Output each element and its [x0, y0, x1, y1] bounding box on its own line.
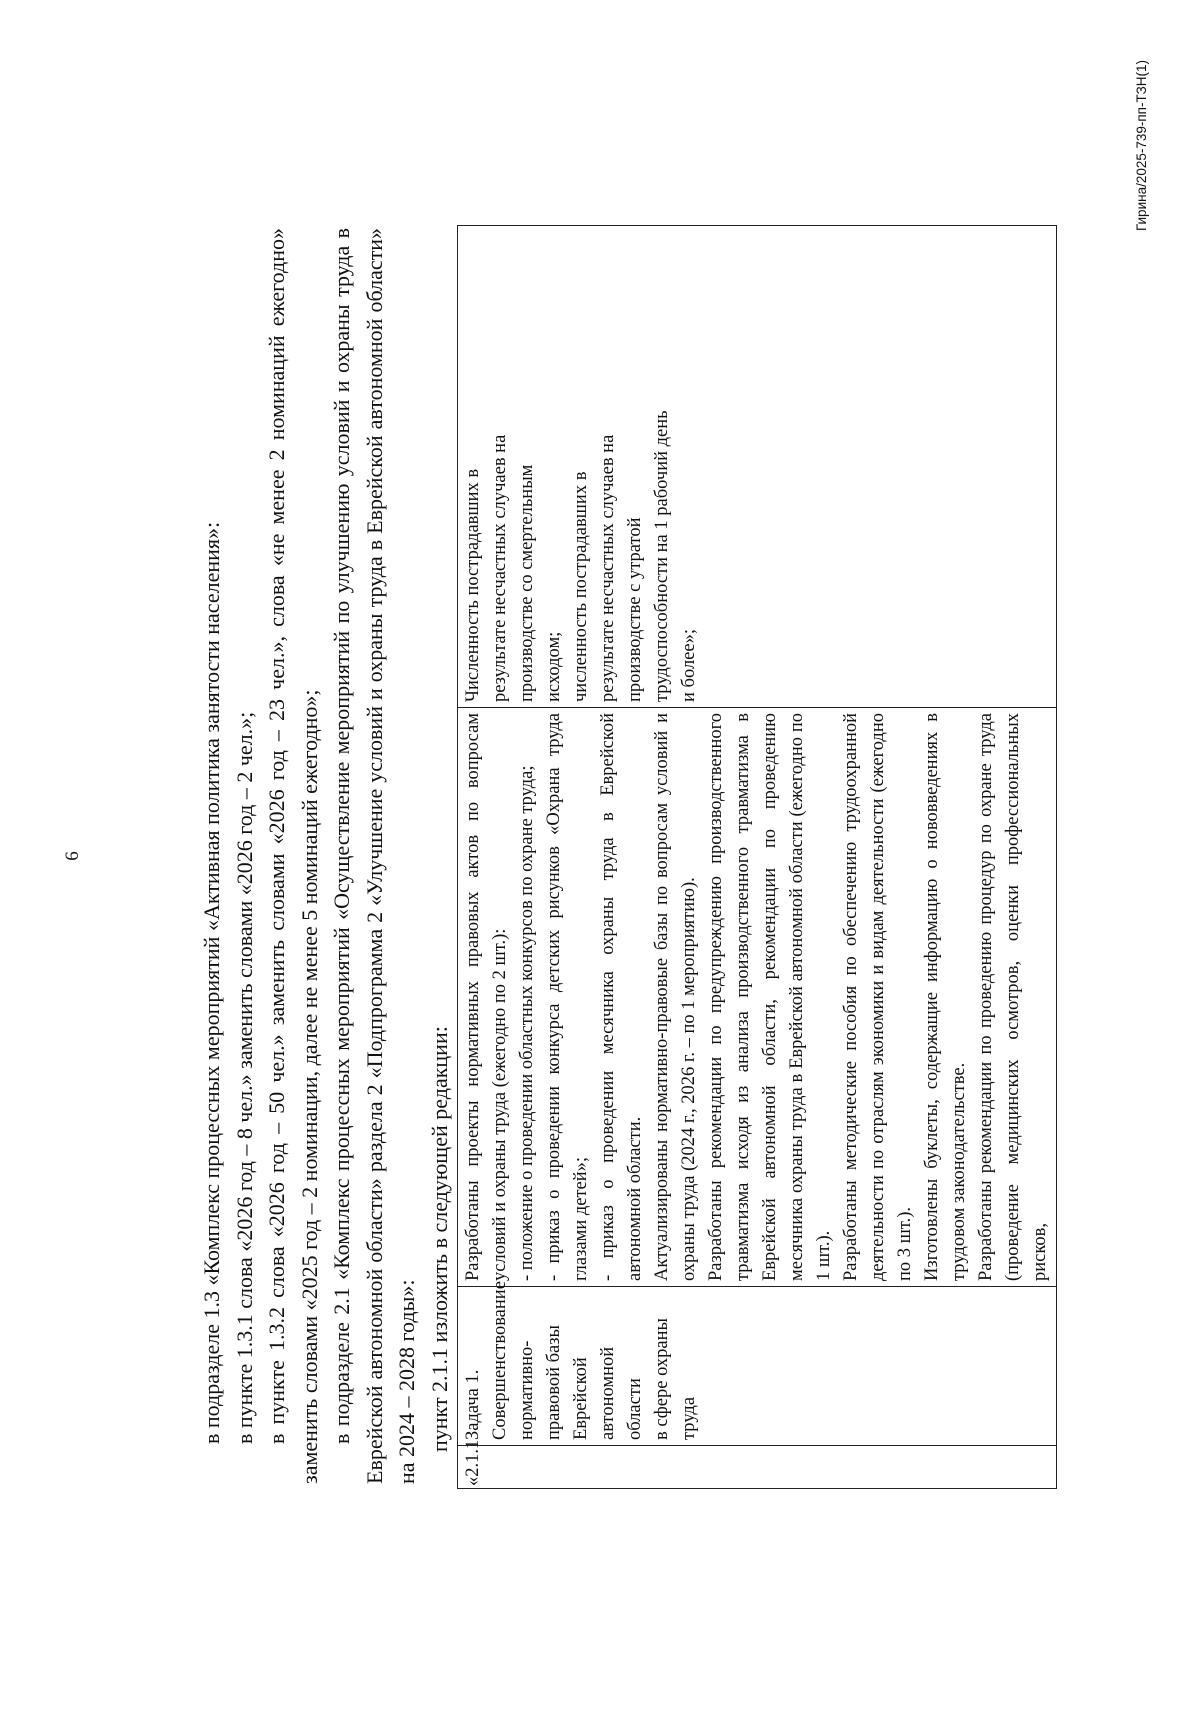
result-item: - приказ о проведении конкурса детских рисунков «Охрана труда глазами детей»;: [544, 713, 591, 1281]
indicator-line: производстве со смертельным: [517, 464, 537, 702]
indicator-line: исходом;: [544, 631, 564, 702]
indicator-line: численность пострадавших в: [571, 471, 591, 702]
task-line: правовой базы: [544, 1325, 564, 1440]
task-line: Задача 1.: [463, 1369, 483, 1440]
result-item: Изготовлены буклеты, содержащие информацию о нововведениях в трудовом законодательстве.: [922, 713, 969, 1281]
task-line: Совершенствование: [490, 1281, 510, 1440]
indicator-line: результате несчастных случаев на: [490, 434, 510, 702]
paragraph-item-1-3-2: в пункте 1.3.2 слова «2026 год – 50 чел.» заменить словами «2026 год – 23 чел.», слова «не менее 2 номинаций ежегодно» заменить словами «2025 год – 2 номинации, далее не менее 5 номинаций ежегодно»;: [264, 228, 322, 1484]
indicator-line: результате несчастных случаев на: [598, 434, 618, 702]
paragraph-item-2-1-1-intro: пункт 2.1.1 изложить в следующей редакции:: [426, 1026, 452, 1452]
indicators-cell: [458, 226, 1057, 708]
task-line: Еврейской: [571, 1357, 591, 1440]
task-line: нормативно-: [517, 1340, 537, 1440]
result-item: Разработаны проекты нормативных правовых актов по вопросам условий и охраны труда (ежегодно по 2 шт.):: [463, 713, 510, 1281]
result-item: Актуализированы нормативно-правовые базы по вопросам условий и охраны труда (2024 г., 2026 г. – по 1 мероприятию).: [652, 713, 699, 1281]
indicator-line: производстве с утратой: [625, 517, 645, 702]
result-item: Разработаны рекомендации по предупреждению производственного травматизма исходя из анализа производственного травматизма в Еврейской автономной области, рекомендации по проведению месячника охраны труда в Еврейской автономной области (ежегодно по 1 шт.).: [706, 713, 834, 1281]
paragraph-item-1-3-1: в пункте 1.3.1 слова «2026 год – 8 чел.» заменить словами «2026 год – 2 чел.»;: [231, 711, 257, 1444]
item-number: «2.1.1: [463, 1439, 483, 1486]
task-cell: [458, 1281, 1057, 1446]
task-line: труда: [679, 1396, 699, 1440]
task-line: в сфере охраны: [652, 1318, 672, 1440]
indicator-line: Численность пострадавших в: [463, 468, 483, 702]
page-number: 6: [62, 851, 83, 861]
result-item: Разработаны методические пособия по обеспечению трудоохранной деятельности по отраслям экономики и видам деятельности (ежегодно по 3 шт.).: [841, 713, 915, 1281]
result-item: - приказ о проведении месячника охраны труда в Еврейской автономной области.: [598, 713, 645, 1281]
result-item: Разработаны рекомендации по проведению процедур по охране труда (проведение медицинских осмотров, оценки профессиональных рисков,: [976, 713, 1050, 1281]
item-number-cell: [458, 1439, 1057, 1489]
amendment-text: [196, 228, 456, 1484]
amendment-table: [457, 225, 1057, 1489]
results-cell: [458, 708, 1057, 1287]
indicator-line: трудоспособности на 1 рабочий день: [652, 410, 672, 702]
result-item: - положение о проведении областных конкурсов по охране труда;: [517, 765, 537, 1281]
paragraph-subsection-2-1: в подразделе 2.1 «Комплекс процессных мероприятий «Осуществление мероприятий по улучшению условий и охраны труда в Еврейской автономной области» раздела 2 «Подпрограмма 2 «Улучшение условий и охраны труда в Еврейской автономной области» на 2024 – 2028 годы»:: [329, 228, 419, 1484]
document-code: Гирина/2025-739-пп-ТЗН(1): [1134, 60, 1149, 232]
indicator-line: и более»;: [679, 629, 699, 702]
paragraph-subsection-1-3: в подразделе 1.3 «Комплекс процессных мероприятий «Активная политика занятости населения»:: [199, 521, 224, 1444]
task-line: автономной области: [598, 1346, 645, 1440]
table-row: [458, 226, 1057, 1489]
